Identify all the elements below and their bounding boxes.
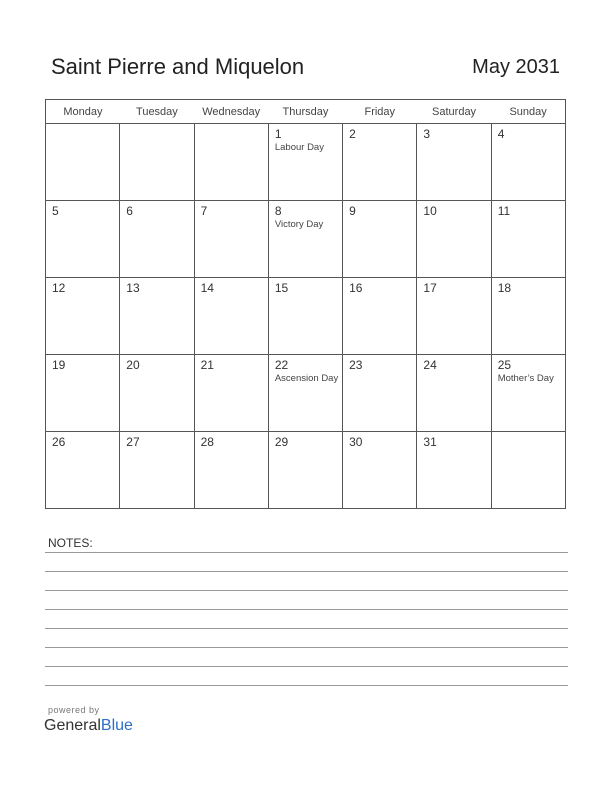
- day-cell: [120, 201, 194, 278]
- day-cell: [194, 355, 268, 432]
- holiday-label: Ascension Day: [274, 373, 339, 384]
- day-number: 17: [423, 281, 437, 295]
- day-cell: [491, 278, 565, 355]
- day-number: 9: [349, 204, 356, 218]
- day-cell: [491, 355, 565, 432]
- weekday-header: Saturday: [417, 100, 491, 124]
- day-cell: [194, 278, 268, 355]
- day-cell: [46, 432, 120, 509]
- holiday-label: Labour Day: [274, 142, 324, 153]
- weekday-header: Monday: [46, 100, 120, 124]
- day-number: 21: [200, 358, 214, 372]
- day-cell: [120, 278, 194, 355]
- day-cell: [194, 432, 268, 509]
- brand-general: General: [44, 717, 101, 734]
- day-cell: [343, 201, 417, 278]
- day-number: 20: [126, 358, 140, 372]
- day-number: 1: [274, 127, 282, 141]
- day-cell: [120, 432, 194, 509]
- day-cell: [268, 124, 342, 201]
- day-number: 26: [52, 435, 66, 449]
- day-cell: [417, 124, 491, 201]
- week-row: [46, 355, 566, 432]
- day-cell: [46, 124, 120, 201]
- weekday-header: Wednesday: [194, 100, 268, 124]
- day-number: 28: [200, 435, 214, 449]
- weekday-header: Thursday: [268, 100, 342, 124]
- week-row: [46, 432, 566, 509]
- week-row: [46, 201, 566, 278]
- day-cell: [46, 201, 120, 278]
- day-cell: [491, 201, 565, 278]
- brand-blue: Blue: [100, 717, 133, 734]
- day-number: 19: [52, 358, 66, 372]
- day-cell: [417, 355, 491, 432]
- note-line: [45, 685, 568, 686]
- holiday-label: Mother’s Day: [497, 373, 554, 384]
- day-number: 15: [274, 281, 289, 295]
- day-cell: [120, 355, 194, 432]
- day-cell: [491, 432, 565, 509]
- note-line: [45, 590, 568, 591]
- day-number: 27: [126, 435, 140, 449]
- day-number: 18: [497, 281, 512, 295]
- day-number: 14: [200, 281, 214, 295]
- day-number: 6: [126, 204, 133, 218]
- day-number: 16: [349, 281, 363, 295]
- day-cell: [343, 355, 417, 432]
- note-line: [45, 666, 568, 667]
- day-cell: [194, 201, 268, 278]
- day-number: 3: [423, 127, 431, 141]
- note-line: [45, 571, 568, 572]
- day-cell: [417, 201, 491, 278]
- day-number: 5: [52, 204, 59, 218]
- day-number: 11: [497, 204, 511, 218]
- weekday-header: Tuesday: [120, 100, 194, 124]
- day-cell: [491, 124, 565, 201]
- note-line: [45, 552, 568, 553]
- calendar-month: May 2031: [472, 56, 560, 78]
- day-number: 2: [349, 127, 356, 141]
- day-number: 23: [349, 358, 363, 372]
- note-line: [45, 609, 568, 610]
- note-line: [45, 628, 568, 629]
- weekday-header: Sunday: [491, 100, 565, 124]
- day-number: 8: [274, 204, 282, 218]
- day-number: 25: [497, 358, 512, 372]
- week-row: [46, 124, 566, 201]
- day-cell: [194, 124, 268, 201]
- brand-logo: [44, 717, 133, 735]
- day-cell: [268, 278, 342, 355]
- day-number: 30: [349, 435, 363, 449]
- day-number: 29: [274, 435, 289, 449]
- calendar-title: Saint Pierre and Miquelon: [51, 54, 305, 79]
- day-cell: [417, 278, 491, 355]
- calendar-grid: [45, 99, 566, 509]
- day-cell: [343, 432, 417, 509]
- weekday-header: Friday: [343, 100, 417, 124]
- day-number: 10: [423, 204, 437, 218]
- day-cell: [46, 278, 120, 355]
- weekday-header-row: [46, 100, 566, 124]
- day-number: 12: [52, 281, 66, 295]
- day-number: 31: [423, 435, 437, 449]
- day-cell: [343, 124, 417, 201]
- day-cell: [268, 201, 342, 278]
- note-line: [45, 647, 568, 648]
- day-cell: [120, 124, 194, 201]
- day-cell: [268, 432, 342, 509]
- day-cell: [268, 355, 342, 432]
- week-row: [46, 278, 566, 355]
- day-number: 24: [423, 358, 437, 372]
- day-cell: [417, 432, 491, 509]
- powered-by-text: powered by: [48, 705, 100, 715]
- day-cell: [46, 355, 120, 432]
- day-number: 13: [126, 281, 140, 295]
- day-number: 4: [497, 127, 505, 141]
- day-cell: [343, 278, 417, 355]
- day-number: 7: [200, 204, 208, 218]
- holiday-label: Victory Day: [274, 219, 324, 230]
- day-number: 22: [274, 358, 289, 372]
- notes-label: NOTES:: [48, 536, 93, 550]
